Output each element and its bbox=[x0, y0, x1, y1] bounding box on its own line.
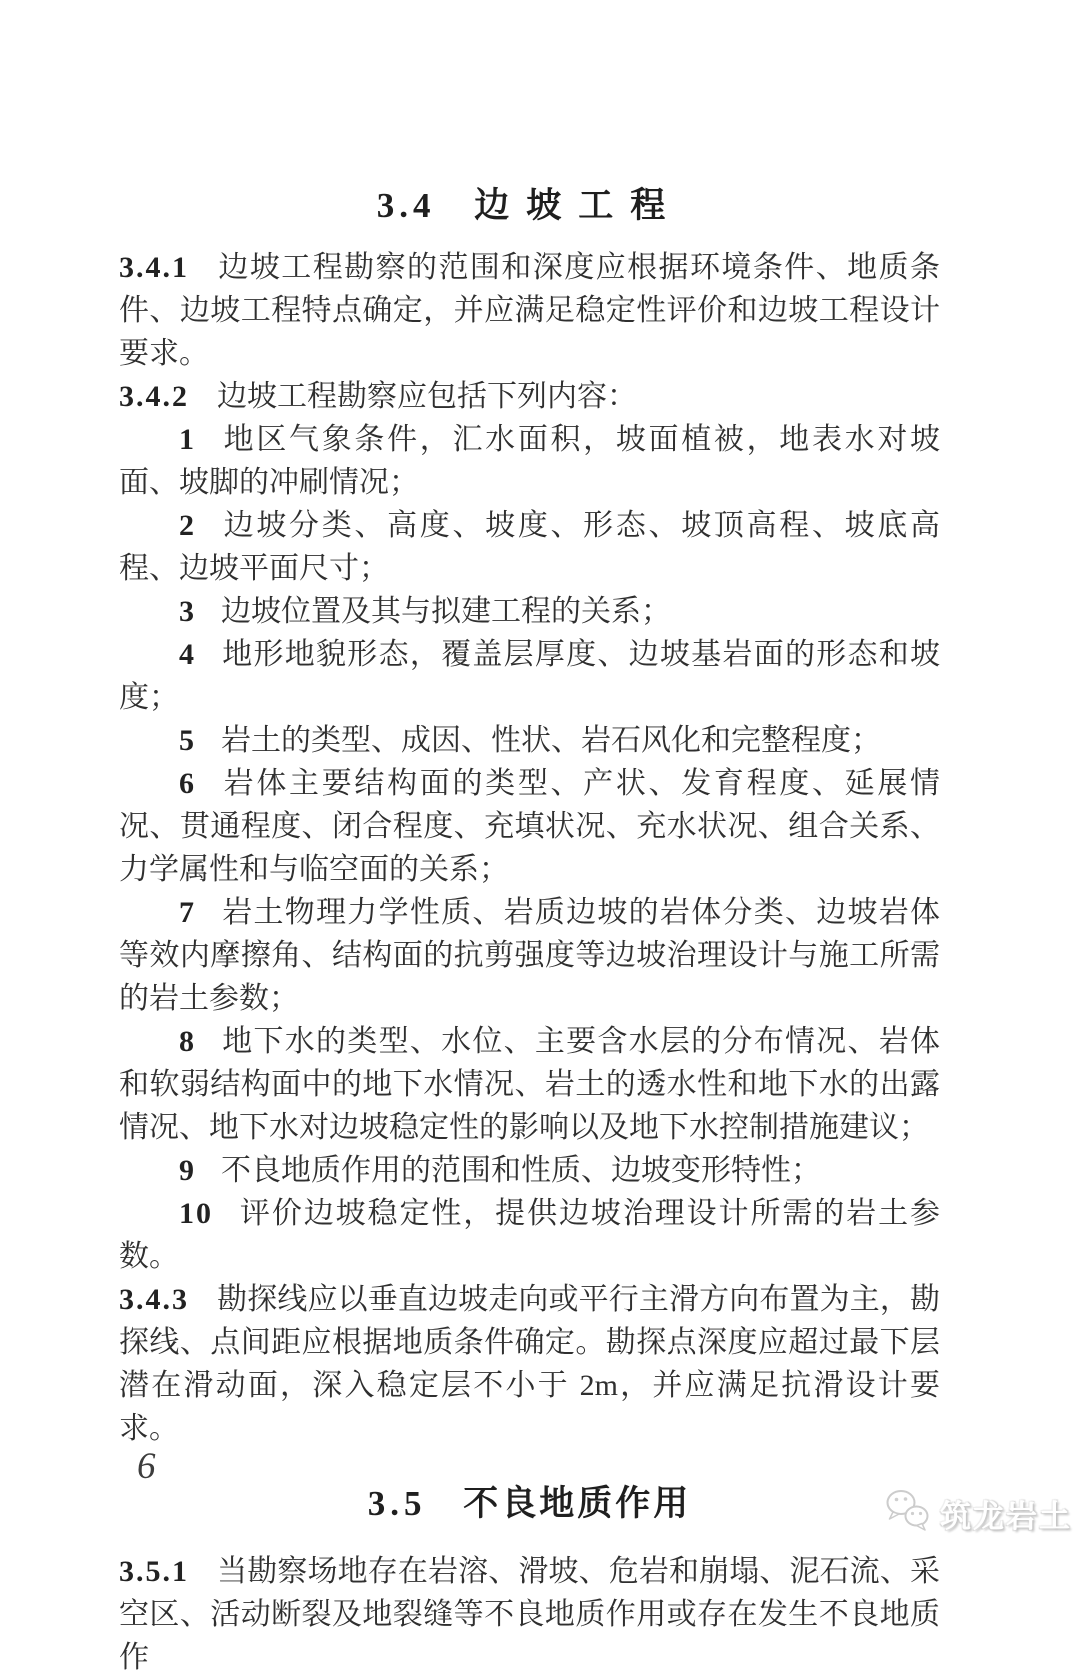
wechat-icon bbox=[884, 1488, 932, 1539]
item-number: 7 bbox=[179, 896, 196, 929]
item-text: 岩土的类型、成因、性状、岩石风化和完整程度； bbox=[221, 724, 881, 757]
clause-text: 勘探线应以垂直边坡走向或平行主滑方向布置为主，勘探线、点间距应根据地质条件确定。勘探点深度应超过最下层潜在滑动面，深入稳定层不小于 2m，并应满足抗滑设计要求。 bbox=[119, 1283, 940, 1445]
item-text: 边坡位置及其与拟建工程的关系； bbox=[221, 595, 671, 628]
clause-3-4-1 bbox=[119, 246, 940, 375]
section-heading-3-5 bbox=[119, 1480, 940, 1528]
clause-3-4-3 bbox=[119, 1278, 940, 1450]
item-number: 9 bbox=[179, 1154, 196, 1187]
list-item-8 bbox=[119, 1020, 940, 1149]
item-text: 评价边坡稳定性，提供边坡治理设计所需的岩土参数。 bbox=[119, 1197, 940, 1273]
item-number: 8 bbox=[179, 1025, 196, 1058]
clause-text: 边坡工程勘察的范围和深度应根据环境条件、地质条件、边坡工程特点确定，并应满足稳定性评价和边坡工程设计要求。 bbox=[119, 251, 940, 370]
item-number: 5 bbox=[179, 724, 196, 757]
list-item-9 bbox=[119, 1149, 940, 1192]
brand-watermark bbox=[884, 1488, 1072, 1539]
item-number: 10 bbox=[179, 1197, 213, 1230]
list-item-5 bbox=[119, 719, 940, 762]
clause-number: 3.5.1 bbox=[119, 1555, 189, 1588]
brand-name: 筑龙岩土 bbox=[940, 1499, 1072, 1534]
section-title: 边坡工程 bbox=[474, 186, 683, 225]
clause-number: 3.4.1 bbox=[119, 251, 189, 284]
item-text: 地区气象条件，汇水面积，坡面植被，地表水对坡面、坡脚的冲刷情况； bbox=[119, 423, 940, 499]
item-number: 1 bbox=[179, 423, 196, 456]
item-text: 不良地质作用的范围和性质、边坡变形特性； bbox=[221, 1154, 821, 1187]
item-number: 2 bbox=[179, 509, 196, 542]
section-number: 3.5 bbox=[367, 1484, 427, 1523]
section-title: 不良地质作用 bbox=[463, 1484, 692, 1523]
item-text: 边坡分类、高度、坡度、形态、坡顶高程、坡底高程、边坡平面尺寸； bbox=[119, 509, 940, 585]
list-item-6 bbox=[119, 762, 940, 891]
item-text: 岩体主要结构面的类型、产状、发育程度、延展情况、贯通程度、闭合程度、充填状况、充水状况、组合关系、力学属性和与临空面的关系； bbox=[119, 767, 940, 886]
document-page-body bbox=[119, 182, 940, 1679]
item-number: 4 bbox=[179, 638, 196, 671]
clause-text: 边坡工程勘察应包括下列内容： bbox=[217, 380, 637, 413]
clause-number: 3.4.3 bbox=[119, 1283, 189, 1316]
list-item-1 bbox=[119, 418, 940, 504]
item-text: 地下水的类型、水位、主要含水层的分布情况、岩体和软弱结构面中的地下水情况、岩土的透水性和地下水的出露情况、地下水对边坡稳定性的影响以及地下水控制措施建议； bbox=[119, 1025, 940, 1144]
item-text: 地形地貌形态，覆盖层厚度、边坡基岩面的形态和坡度； bbox=[119, 638, 940, 714]
list-item-3 bbox=[119, 590, 940, 633]
list-item-7 bbox=[119, 891, 940, 1020]
clause-3-4-2 bbox=[119, 375, 940, 418]
section-number: 3.4 bbox=[376, 186, 436, 225]
item-number: 3 bbox=[179, 595, 196, 628]
item-text: 岩土物理力学性质、岩质边坡的岩体分类、边坡岩体等效内摩擦角、结构面的抗剪强度等边坡治理设计与施工所需的岩土参数； bbox=[119, 896, 940, 1015]
list-item-4 bbox=[119, 633, 940, 719]
clause-number: 3.4.2 bbox=[119, 380, 189, 413]
page-number: 6 bbox=[137, 1446, 156, 1487]
clause-text: 当勘察场地存在岩溶、滑坡、危岩和崩塌、泥石流、采空区、活动断裂及地裂缝等不良地质作用或存在发生不良地质作 bbox=[119, 1555, 940, 1674]
section-heading-3-4 bbox=[119, 182, 940, 230]
list-item-2 bbox=[119, 504, 940, 590]
list-item-10 bbox=[119, 1192, 940, 1278]
item-number: 6 bbox=[179, 767, 196, 800]
clause-3-5-1 bbox=[119, 1550, 940, 1679]
